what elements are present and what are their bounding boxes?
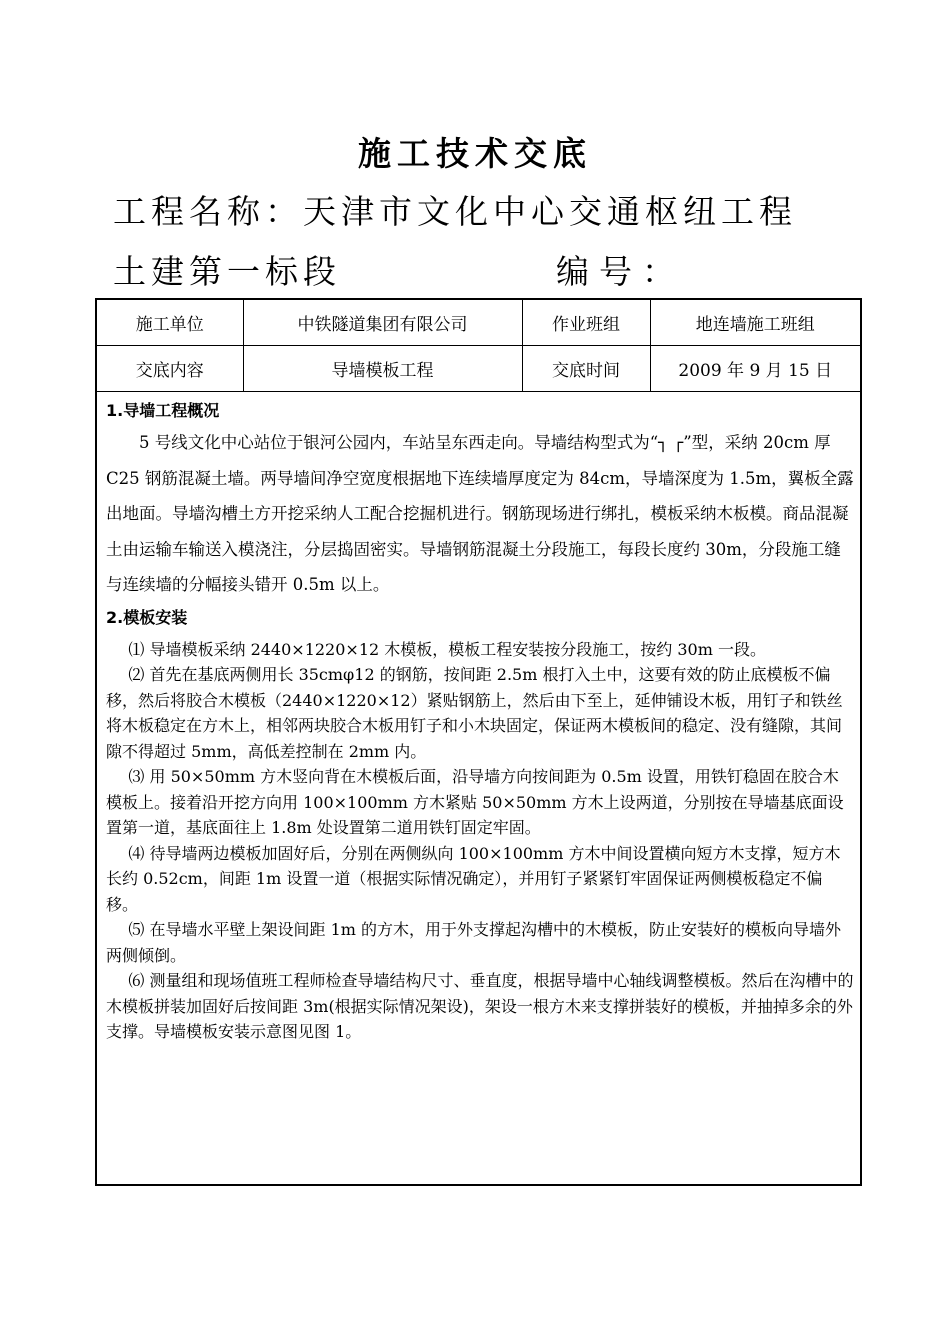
section-heading-overview: 1.导墙工程概况: [106, 401, 220, 420]
document-title: 施工技术交底: [358, 134, 592, 173]
formwork-item-5: ⑸ 在导墙水平壁上架设间距 1m 的方木，用于外支撑起沟槽中的木模板，防止安装好的模板向导墙外两侧倾倒。: [106, 920, 842, 965]
project-section-line: 土建第一标段: [113, 252, 341, 291]
label-work-team: 作业班组: [522, 300, 650, 346]
value-construction-unit: 中铁隧道集团有限公司: [243, 300, 522, 346]
overview-paragraph: 5 号线文化中心站位于银河公园内，车站呈东西走向。导墙结构型式为“┐ ┌”型，采纳 20cm 厚 C25 钢筋混凝土墙。两导墙间净空宽度根据地下连续墙厚度定为 84cm，导墙深度为 1.5m，翼板全露出地面。导墙沟槽土方开挖采纳人工配合挖掘机进行。钢筋现场进行绑扎，模板采纳木板模。商品混凝土由运输车输送入模浇注，分层捣固密实。导墙钢筋混凝土分段施工，每段长度约 30m，分段施工缝与连续墙的分幅接头错开 0.5m 以上。: [106, 433, 854, 594]
disclosure-body: [106, 397, 854, 1045]
formwork-item-6: ⑹ 测量组和现场值班工程师检查导墙结构尺寸、垂直度，根据导墙中心轴线调整模板。然后在沟槽中的木模板拼装加固好后按间距 3m(根据实际情况架设)，架设一根方木来支撑拼装好的模板，并抽掉多余的外支撑。导墙模板安装示意图见图 1。: [106, 971, 854, 1041]
value-disclosure-content: 导墙模板工程: [243, 346, 522, 392]
project-name-line: 工程名称：天津市文化中心交通枢纽工程: [113, 192, 797, 231]
formwork-item-1: ⑴ 导墙模板采纳 2440×1220×12 木模板，模板工程安装按分段施工，按约 30m 一段。: [128, 639, 766, 659]
label-disclosure-content: 交底内容: [97, 346, 243, 392]
info-table: [97, 300, 860, 392]
info-row-content: [97, 346, 860, 392]
formwork-item-3: ⑶ 用 50×50mm 方木竖向背在木模板后面，沿导墙方向按间距为 0.5m 设置，用铁钉稳固在胶合木模板上。接着沿开挖方向用 100×100mm 方木紧贴 50×50mm 方木上设两道，分别按在导墙基底面设置第一道，基底面往上 1.8m 处设置第二道用铁钉固定牢固。: [106, 767, 844, 837]
formwork-item-2: ⑵ 首先在基底两侧用长 35cmφ12 的钢筋，按间距 2.5m 根打入土中，这要有效的防止底模板不偏移，然后将胶合木模板（2440×1220×12）紧贴钢筋上，然后由下至上，延伸铺设木板，用钉子和铁丝将木板稳定在方木上，相邻两块胶合木板用钉子和小木块固定，保证两木模板间的稳定、没有缝隙，其间隙不得超过 5mm，高低差控制在 2mm 内。: [106, 665, 843, 761]
value-work-team: 地连墙施工班组: [650, 300, 860, 346]
label-disclosure-time: 交底时间: [522, 346, 650, 392]
value-disclosure-time: 2009 年 9 月 15 日: [650, 346, 860, 392]
info-row-unit: [97, 300, 860, 346]
code-label: 编号：: [556, 252, 685, 291]
disclosure-form: [95, 298, 862, 1186]
label-construction-unit: 施工单位: [97, 300, 243, 346]
formwork-item-4: ⑷ 待导墙两边模板加固好后，分别在两侧纵向 100×100mm 方木中间设置横向短方木支撑，短方木长约 0.52cm，间距 1m 设置一道（根据实际情况确定），并用钉子紧紧钉牢固保证两侧模板稳定不偏移。: [106, 843, 841, 914]
section-heading-formwork: 2.模板安装: [106, 607, 188, 627]
